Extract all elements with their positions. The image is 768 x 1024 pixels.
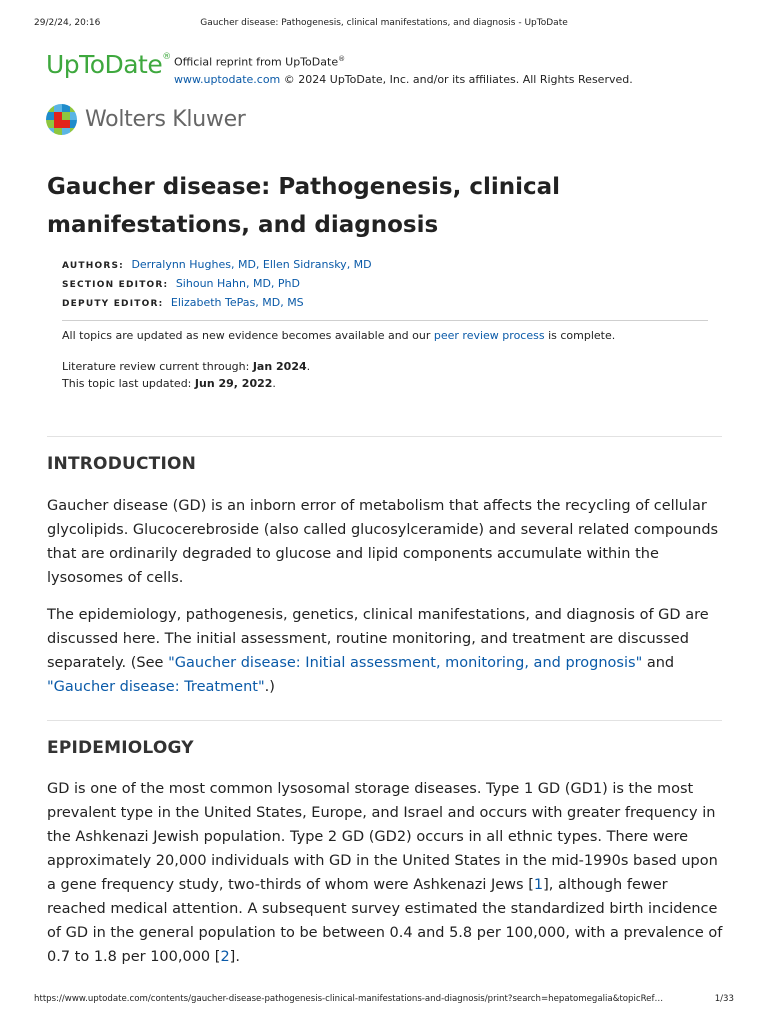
update-note	[62, 328, 615, 344]
last-updated-label: This topic last updated:	[62, 377, 195, 390]
uptodate-logo-text: UpToDate®	[46, 50, 171, 79]
uptodate-site-link[interactable]: www.uptodate.com	[174, 72, 281, 86]
last-updated-date: Jun 29, 2022	[194, 377, 273, 390]
print-date: 29/2/24, 20:16	[34, 18, 101, 28]
credits-divider	[62, 320, 708, 321]
update-note-text: All topics are updated as new evidence becomes available and our	[62, 329, 434, 342]
epidemiology-heading: EPIDEMIOLOGY	[47, 738, 194, 758]
reprint-notice	[174, 51, 633, 88]
authors-label: AUTHORS:	[62, 261, 124, 271]
section-editor-label: SECTION EDITOR:	[62, 280, 169, 290]
print-url: https://www.uptodate.com/contents/gaucher-disease-pathogenesis-clinical-manifestations-and-diagnosis/print?search=hepatomegalia&topicRef…	[34, 994, 664, 1004]
section-divider	[47, 436, 722, 437]
authors-row	[62, 256, 372, 275]
review-dates: Literature review current through: Jan 2024. This topic last updated: Jun 29, 2022.	[62, 360, 311, 390]
copyright-text: © 2024 UpToDate, Inc. and/or its affiliates. All Rights Reserved.	[280, 72, 633, 86]
reprint-text: Official reprint from UpToDate	[174, 55, 339, 69]
initial-assessment-link[interactable]: "Gaucher disease: Initial assessment, monitoring, and prognosis"	[168, 655, 643, 671]
print-page-title: Gaucher disease: Pathogenesis, clinical manifestations, and diagnosis - UpToDate	[200, 18, 568, 28]
reference-link-2[interactable]: 2	[220, 949, 230, 965]
wolters-kluwer-mark-icon	[46, 104, 77, 135]
peer-review-link[interactable]: peer review process	[433, 329, 545, 342]
deputy-editor-row	[62, 294, 372, 313]
epidemiology-paragraph-1: GD is one of the most common lysosomal storage diseases. Type 1 GD (GD1) is the most prevalent type in the United States, Europe, and Israel and occurs with greater frequency in the Ashkenazi Jewish population. Type 2 GD (GD2) occurs in all ethnic types. There were approximately 20,000 individuals with GD in the United States in the mid-1990s based upon a gene frequency study, two-thirds of whom were Ashkenazi Jews [1], although fewer reached medical attention. A subsequent survey estimated the standardized birth incidence of GD in the general population to be between 0.4 and 5.8 per 100,000, with a prevalence of 0.7 to 1.8 per 100,000 [2].	[47, 781, 723, 965]
deputy-editor-link[interactable]: Elizabeth TePas, MD, MS	[170, 296, 304, 309]
update-note-end: is complete.	[544, 329, 616, 342]
reprint-mark: ®	[338, 55, 346, 63]
section-editor-link[interactable]: Sihoun Hahn, MD, PhD	[175, 277, 300, 290]
article-title: Gaucher disease: Pathogenesis, clinical manifestations, and diagnosis	[47, 174, 561, 238]
article-credits	[62, 256, 372, 313]
deputy-editor-label: DEPUTY EDITOR:	[62, 299, 164, 309]
reference-link-1[interactable]: 1	[533, 877, 544, 893]
section-editor-row	[62, 275, 372, 294]
introduction-paragraph-2: The epidemiology, pathogenesis, genetics, clinical manifestations, and diagnosis of GD are discussed here. The initial assessment, routine monitoring, and treatment are discussed separately. (See "Gaucher disease: Initial assessment, monitoring, and prognosis" and "Gaucher disease: Treatment".)	[47, 607, 709, 695]
page-number: 1/33	[714, 994, 734, 1004]
treatment-link[interactable]: "Gaucher disease: Treatment"	[47, 679, 265, 695]
lit-review-label: Literature review current through:	[62, 360, 253, 373]
lit-review-date: Jan 2024	[252, 360, 307, 373]
print-header	[0, 0, 768, 28]
introduction-heading: INTRODUCTION	[47, 454, 197, 474]
section-divider	[47, 720, 722, 721]
introduction-paragraph-1: Gaucher disease (GD) is an inborn error of metabolism that affects the recycling of cellular glycolipids. Glucocerebroside (also called glucosylceramide) and several related compounds that are ordinarily degraded to glucose and lipid components accumulate within the lysosomes of cells.	[47, 498, 719, 586]
authors-link[interactable]: Derralynn Hughes, MD, Ellen Sidransky, MD	[131, 258, 372, 271]
publisher-name: Wolters Kluwer	[85, 107, 246, 132]
